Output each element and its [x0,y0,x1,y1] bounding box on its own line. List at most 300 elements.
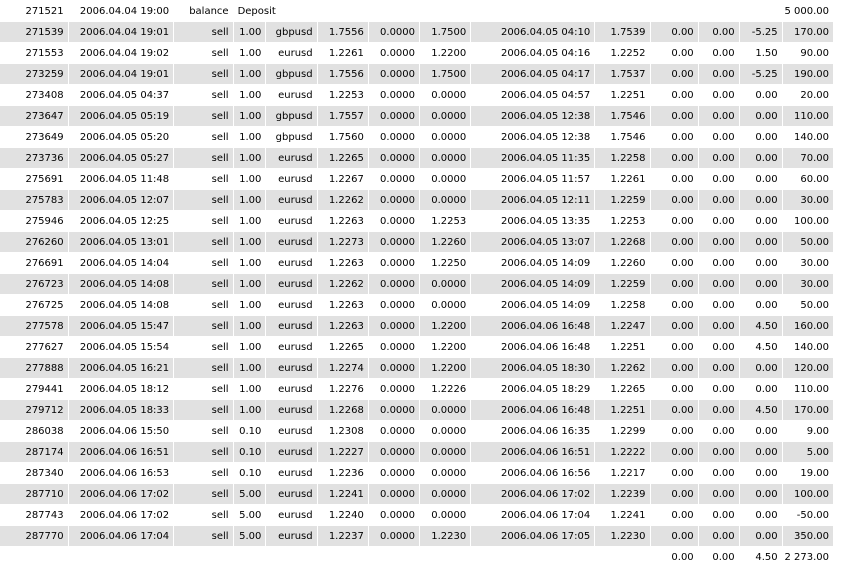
trade-row [0,253,834,274]
type-cell: sell [174,253,233,274]
close-time-cell: 2006.04.05 14:09 [471,274,595,295]
ticket-cell: 273259 [0,64,69,85]
close-time-cell: 2006.04.06 16:48 [471,316,595,337]
ticket-cell: 271521 [0,1,69,22]
profit-cell: 100.00 [783,211,834,232]
type-cell: sell [174,484,233,505]
trade-row [0,169,834,190]
ticket-cell: 287743 [0,505,69,526]
totals-row [0,547,834,568]
trade-row [0,232,834,253]
type-cell: sell [174,43,233,64]
item-cell: eurusd [266,232,317,253]
size-cell: 1.00 [234,358,267,379]
taxes-cell: 0.00 [699,169,740,190]
close-time-cell: 2006.04.05 04:57 [471,85,595,106]
type-cell: sell [174,463,233,484]
item-cell: eurusd [266,274,317,295]
close-time-cell: 2006.04.06 16:48 [471,337,595,358]
stop-loss-cell: 0.0000 [369,85,420,106]
commission-cell: 0.00 [651,421,699,442]
open-time-cell: 2006.04.05 14:08 [69,274,175,295]
close-time-cell: 2006.04.05 12:38 [471,106,595,127]
commission-cell: 0.00 [651,295,699,316]
close-time-cell: 2006.04.05 12:11 [471,190,595,211]
close-price-cell: 1.2230 [595,526,650,547]
take-profit-cell: 1.2253 [420,211,471,232]
trade-row [0,106,834,127]
take-profit-cell: 1.2200 [420,316,471,337]
open-price-cell: 1.2241 [318,484,369,505]
type-cell: sell [174,127,233,148]
item-cell: eurusd [266,85,317,106]
close-price-cell: 1.2260 [595,253,650,274]
open-time-cell: 2006.04.05 12:07 [69,190,175,211]
total-commission-cell: 0.00 [651,547,699,568]
stop-loss-cell: 0.0000 [369,295,420,316]
taxes-cell: 0.00 [699,232,740,253]
profit-cell: 19.00 [783,463,834,484]
ticket-cell: 277888 [0,358,69,379]
commission-cell: 0.00 [651,358,699,379]
stop-loss-cell: 0.0000 [369,190,420,211]
item-cell: eurusd [266,526,317,547]
close-time-cell: 2006.04.05 14:09 [471,253,595,274]
stop-loss-cell: 0.0000 [369,421,420,442]
ticket-cell: 275783 [0,190,69,211]
open-time-cell: 2006.04.04 19:01 [69,64,175,85]
swap-cell: 0.00 [740,463,783,484]
close-time-cell: 2006.04.06 16:56 [471,463,595,484]
trade-row [0,295,834,316]
type-cell: sell [174,22,233,43]
take-profit-cell: 1.2200 [420,43,471,64]
open-time-cell: 2006.04.04 19:02 [69,43,175,64]
ticket-cell: 287710 [0,484,69,505]
take-profit-cell: 0.0000 [420,463,471,484]
swap-cell: 0.00 [740,169,783,190]
total-taxes-cell: 0.00 [699,547,740,568]
taxes-cell: 0.00 [699,421,740,442]
close-time-cell: 2006.04.05 18:30 [471,358,595,379]
close-time-cell: 2006.04.05 13:35 [471,211,595,232]
size-cell: 0.10 [234,421,267,442]
take-profit-cell: 0.0000 [420,505,471,526]
size-cell: 0.10 [234,463,267,484]
trade-row [0,274,834,295]
commission-cell: 0.00 [651,169,699,190]
swap-cell: 0.00 [740,232,783,253]
ticket-cell: 287174 [0,442,69,463]
size-cell: 1.00 [234,253,267,274]
open-price-cell: 1.2236 [318,463,369,484]
take-profit-cell: 0.0000 [420,85,471,106]
open-time-cell: 2006.04.06 17:02 [69,505,175,526]
commission-cell: 0.00 [651,442,699,463]
taxes-cell: 0.00 [699,211,740,232]
stop-loss-cell: 0.0000 [369,505,420,526]
open-price-cell: 1.2261 [318,43,369,64]
taxes-cell: 0.00 [699,463,740,484]
swap-cell: 0.00 [740,505,783,526]
commission-cell: 0.00 [651,85,699,106]
swap-cell: 0.00 [740,85,783,106]
open-price-cell: 1.2265 [318,337,369,358]
ticket-cell: 276260 [0,232,69,253]
profit-cell: 30.00 [783,253,834,274]
close-time-cell: 2006.04.06 17:05 [471,526,595,547]
close-price-cell: 1.2241 [595,505,650,526]
open-time-cell: 2006.04.04 19:01 [69,22,175,43]
type-cell: sell [174,274,233,295]
commission-cell: 0.00 [651,463,699,484]
close-price-cell: 1.7546 [595,127,650,148]
commission-cell: 0.00 [651,106,699,127]
type-cell: sell [174,85,233,106]
close-price-cell: 1.2262 [595,358,650,379]
close-price-cell: 1.2253 [595,211,650,232]
take-profit-cell: 1.2250 [420,253,471,274]
commission-cell: 0.00 [651,316,699,337]
commission-cell: 0.00 [651,484,699,505]
trade-row [0,64,834,85]
swap-cell: 0.00 [740,106,783,127]
open-time-cell: 2006.04.05 11:48 [69,169,175,190]
type-cell: sell [174,148,233,169]
total-swap-cell: 4.50 [740,547,783,568]
open-price-cell: 1.7557 [318,106,369,127]
item-cell: eurusd [266,253,317,274]
open-time-cell: 2006.04.06 15:50 [69,421,175,442]
commission-cell: 0.00 [651,190,699,211]
type-cell: sell [174,64,233,85]
trade-row [0,127,834,148]
close-price-cell: 1.2268 [595,232,650,253]
item-cell: eurusd [266,337,317,358]
size-cell: 1.00 [234,148,267,169]
trade-row [0,190,834,211]
open-price-cell: 1.2268 [318,400,369,421]
trade-row [0,421,834,442]
open-time-cell: 2006.04.05 16:21 [69,358,175,379]
item-cell: eurusd [266,463,317,484]
close-price-cell: 1.2261 [595,169,650,190]
open-time-cell: 2006.04.05 18:33 [69,400,175,421]
type-cell: sell [174,106,233,127]
trade-row [0,526,834,547]
profit-cell: 5.00 [783,442,834,463]
taxes-cell: 0.00 [699,85,740,106]
take-profit-cell: 1.2226 [420,379,471,400]
open-time-cell: 2006.04.05 05:19 [69,106,175,127]
profit-cell: 50.00 [783,295,834,316]
type-cell: sell [174,526,233,547]
ticket-cell: 287340 [0,463,69,484]
stop-loss-cell: 0.0000 [369,379,420,400]
item-cell: eurusd [266,505,317,526]
close-time-cell: 2006.04.05 11:35 [471,148,595,169]
size-cell: 5.00 [234,526,267,547]
swap-cell: 0.00 [740,421,783,442]
item-cell: gbpusd [266,127,317,148]
commission-cell: 0.00 [651,127,699,148]
size-cell: 1.00 [234,127,267,148]
type-cell: balance [174,1,233,22]
close-price-cell: 1.2217 [595,463,650,484]
profit-cell: 110.00 [783,106,834,127]
ticket-cell: 275691 [0,169,69,190]
swap-cell: -5.25 [740,22,783,43]
close-price-cell: 1.2251 [595,337,650,358]
ticket-cell: 276723 [0,274,69,295]
close-price-cell: 1.2258 [595,148,650,169]
open-price-cell: 1.2263 [318,253,369,274]
profit-cell: 50.00 [783,232,834,253]
swap-cell: 0.00 [740,484,783,505]
close-time-cell: 2006.04.06 16:51 [471,442,595,463]
swap-cell: 1.50 [740,43,783,64]
trade-row [0,442,834,463]
trade-row [0,463,834,484]
open-time-cell: 2006.04.05 15:47 [69,316,175,337]
size-cell: 1.00 [234,337,267,358]
ticket-cell: 271539 [0,22,69,43]
size-cell: 1.00 [234,85,267,106]
take-profit-cell: 1.2200 [420,337,471,358]
open-price-cell: 1.2237 [318,526,369,547]
profit-cell: 350.00 [783,526,834,547]
open-time-cell: 2006.04.06 16:53 [69,463,175,484]
swap-cell: 0.00 [740,358,783,379]
trade-row [0,211,834,232]
size-cell: 1.00 [234,169,267,190]
open-price-cell: 1.2308 [318,421,369,442]
take-profit-cell: 0.0000 [420,295,471,316]
size-cell: 0.10 [234,442,267,463]
ticket-cell: 275946 [0,211,69,232]
stop-loss-cell: 0.0000 [369,127,420,148]
swap-cell: 0.00 [740,253,783,274]
close-time-cell: 2006.04.06 17:02 [471,484,595,505]
trade-row [0,358,834,379]
item-cell: gbpusd [266,64,317,85]
commission-cell: 0.00 [651,253,699,274]
profit-cell: 70.00 [783,148,834,169]
item-cell: eurusd [266,400,317,421]
type-cell: sell [174,505,233,526]
profit-cell: 110.00 [783,379,834,400]
ticket-cell: 286038 [0,421,69,442]
profit-cell: 140.00 [783,337,834,358]
open-time-cell: 2006.04.05 12:25 [69,211,175,232]
profit-cell: 170.00 [783,22,834,43]
type-cell: sell [174,232,233,253]
total-profit-cell: 2 273.00 [783,547,834,568]
taxes-cell: 0.00 [699,295,740,316]
open-price-cell: 1.7556 [318,22,369,43]
profit-cell: 100.00 [783,484,834,505]
close-time-cell: 2006.04.06 16:35 [471,421,595,442]
commission-cell: 0.00 [651,274,699,295]
swap-cell: -5.25 [740,64,783,85]
commission-cell: 0.00 [651,43,699,64]
close-time-cell: 2006.04.05 11:57 [471,169,595,190]
take-profit-cell: 0.0000 [420,190,471,211]
empty-cell [318,1,783,22]
take-profit-cell: 1.7500 [420,64,471,85]
close-price-cell: 1.2252 [595,43,650,64]
close-time-cell: 2006.04.05 14:09 [471,295,595,316]
stop-loss-cell: 0.0000 [369,358,420,379]
close-time-cell: 2006.04.05 13:07 [471,232,595,253]
open-time-cell: 2006.04.05 14:08 [69,295,175,316]
take-profit-cell: 0.0000 [420,421,471,442]
size-cell: 1.00 [234,400,267,421]
size-cell: 1.00 [234,232,267,253]
close-time-cell: 2006.04.05 04:16 [471,43,595,64]
taxes-cell: 0.00 [699,400,740,421]
profit-cell: 160.00 [783,316,834,337]
close-price-cell: 1.2299 [595,421,650,442]
trade-row [0,316,834,337]
trade-row [0,400,834,421]
swap-cell: 0.00 [740,211,783,232]
taxes-cell: 0.00 [699,526,740,547]
size-cell: 5.00 [234,505,267,526]
stop-loss-cell: 0.0000 [369,442,420,463]
taxes-cell: 0.00 [699,22,740,43]
taxes-cell: 0.00 [699,337,740,358]
take-profit-cell: 1.2230 [420,526,471,547]
open-time-cell: 2006.04.06 17:02 [69,484,175,505]
open-time-cell: 2006.04.05 04:37 [69,85,175,106]
empty-cell [0,547,651,568]
close-price-cell: 1.2222 [595,442,650,463]
trade-row [0,484,834,505]
item-cell: eurusd [266,190,317,211]
stop-loss-cell: 0.0000 [369,106,420,127]
commission-cell: 0.00 [651,211,699,232]
item-cell: gbpusd [266,106,317,127]
size-cell: 1.00 [234,22,267,43]
size-cell: 5.00 [234,484,267,505]
type-cell: sell [174,358,233,379]
item-cell: eurusd [266,442,317,463]
open-time-cell: 2006.04.05 14:04 [69,253,175,274]
taxes-cell: 0.00 [699,43,740,64]
profit-cell: 190.00 [783,64,834,85]
open-price-cell: 1.2276 [318,379,369,400]
comment-cell: Deposit [234,1,318,22]
profit-cell: 30.00 [783,190,834,211]
take-profit-cell: 0.0000 [420,484,471,505]
open-time-cell: 2006.04.06 17:04 [69,526,175,547]
ticket-cell: 279441 [0,379,69,400]
close-price-cell: 1.2265 [595,379,650,400]
open-price-cell: 1.2267 [318,169,369,190]
taxes-cell: 0.00 [699,64,740,85]
swap-cell: 4.50 [740,400,783,421]
taxes-cell: 0.00 [699,316,740,337]
size-cell: 1.00 [234,295,267,316]
type-cell: sell [174,379,233,400]
open-price-cell: 1.2253 [318,85,369,106]
ticket-cell: 273649 [0,127,69,148]
profit-cell: 30.00 [783,274,834,295]
close-price-cell: 1.2258 [595,295,650,316]
commission-cell: 0.00 [651,526,699,547]
profit-cell: 140.00 [783,127,834,148]
swap-cell: 4.50 [740,316,783,337]
swap-cell: 0.00 [740,148,783,169]
open-price-cell: 1.2262 [318,190,369,211]
swap-cell: 0.00 [740,274,783,295]
close-price-cell: 1.2247 [595,316,650,337]
stop-loss-cell: 0.0000 [369,463,420,484]
close-price-cell: 1.2259 [595,190,650,211]
close-price-cell: 1.2239 [595,484,650,505]
close-price-cell: 1.7539 [595,22,650,43]
open-price-cell: 1.7556 [318,64,369,85]
stop-loss-cell: 0.0000 [369,22,420,43]
type-cell: sell [174,421,233,442]
close-time-cell: 2006.04.05 04:17 [471,64,595,85]
taxes-cell: 0.00 [699,106,740,127]
open-price-cell: 1.2273 [318,232,369,253]
taxes-cell: 0.00 [699,358,740,379]
item-cell: eurusd [266,484,317,505]
size-cell: 1.00 [234,211,267,232]
commission-cell: 0.00 [651,148,699,169]
taxes-cell: 0.00 [699,505,740,526]
size-cell: 1.00 [234,274,267,295]
take-profit-cell: 0.0000 [420,169,471,190]
time-cell: 2006.04.04 19:00 [69,1,175,22]
profit-cell: 20.00 [783,85,834,106]
take-profit-cell: 0.0000 [420,106,471,127]
trade-row [0,43,834,64]
open-time-cell: 2006.04.05 18:12 [69,379,175,400]
item-cell: eurusd [266,169,317,190]
close-time-cell: 2006.04.06 17:04 [471,505,595,526]
type-cell: sell [174,190,233,211]
item-cell: eurusd [266,316,317,337]
taxes-cell: 0.00 [699,442,740,463]
commission-cell: 0.00 [651,379,699,400]
item-cell: eurusd [266,295,317,316]
size-cell: 1.00 [234,64,267,85]
stop-loss-cell: 0.0000 [369,400,420,421]
swap-cell: 0.00 [740,127,783,148]
taxes-cell: 0.00 [699,484,740,505]
size-cell: 1.00 [234,379,267,400]
type-cell: sell [174,211,233,232]
profit-cell: 60.00 [783,169,834,190]
profit-cell: 90.00 [783,43,834,64]
swap-cell: 0.00 [740,190,783,211]
stop-loss-cell: 0.0000 [369,64,420,85]
swap-cell: 0.00 [740,379,783,400]
trade-row [0,148,834,169]
deposit-row [0,1,834,22]
profit-cell: 170.00 [783,400,834,421]
swap-cell: 4.50 [740,337,783,358]
ticket-cell: 271553 [0,43,69,64]
close-time-cell: 2006.04.05 18:29 [471,379,595,400]
open-price-cell: 1.2262 [318,274,369,295]
close-price-cell: 1.2251 [595,400,650,421]
open-price-cell: 1.2263 [318,295,369,316]
